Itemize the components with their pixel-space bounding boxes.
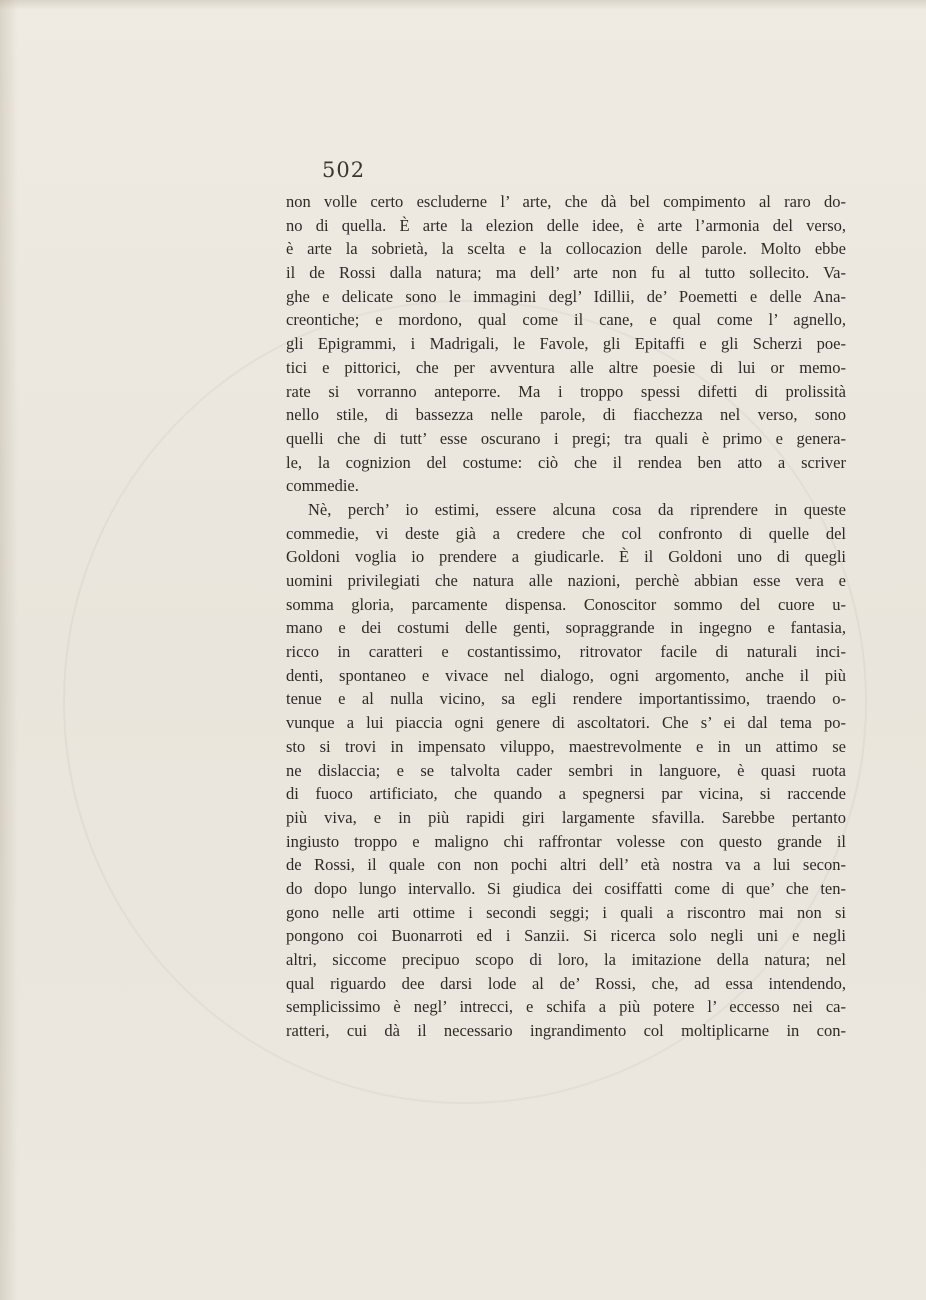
body-text: [286, 190, 846, 1043]
text-line: creontiche; e mordono, qual come il cane, e qual come l’ agnello,: [286, 310, 846, 330]
text-line: le, la cognizion del costume: ciò che il rendea ben atto a scriver: [286, 452, 846, 472]
text-line: ratteri, cui dà il necessario ingrandimento col moltiplicarne in con-: [286, 1021, 846, 1041]
text-line: nello stile, di bassezza nelle parole, di fiacchezza nel verso, sono: [286, 405, 846, 425]
text-line: di fuoco artificiato, che quando a spegnersi par vicina, si raccende: [286, 784, 846, 804]
text-line: gli Epigrammi, i Madrigali, le Favole, gli Epitaffi e gli Scherzi poe-: [286, 334, 846, 354]
text-line: tenue e al nulla vicino, sa egli rendere importantissimo, traendo o-: [286, 689, 846, 709]
text-line: Nè, perch’ io estimi, essere alcuna cosa da riprendere in queste: [308, 499, 846, 519]
page-shadow-left: [0, 0, 18, 1300]
text-line: sto si trovi in impensato viluppo, maestrevolmente e in un attimo se: [286, 736, 846, 756]
text-line: semplicissimo è negl’ intrecci, e schifa a più potere l’ eccesso nei ca-: [286, 997, 846, 1017]
text-line: do dopo lungo intervallo. Si giudica dei cosiffatti come di que’ che ten-: [286, 878, 846, 898]
text-line: commedie.: [286, 476, 359, 496]
text-line: rate si vorranno anteporre. Ma i troppo spessi difetti di prolissità: [286, 381, 846, 401]
text-line: ghe e delicate sono le immagini degl’ Idillii, de’ Poemetti e delle Ana-: [286, 286, 846, 306]
paragraph-1: [286, 190, 846, 498]
text-line: il de Rossi dalla natura; ma dell’ arte non fu al tutto sollecito. Va-: [286, 263, 846, 283]
text-line: somma gloria, parcamente dispensa. Conoscitor sommo del cuore u-: [286, 594, 846, 614]
text-line: tici e pittorici, che per avventura alle altre poesie di lui or memo-: [286, 357, 846, 377]
text-line: no di quella. È arte la elezion delle idee, è arte l’armonia del verso,: [286, 215, 846, 235]
text-line: qual riguardo dee darsi lode al de’ Rossi, che, ad essa intendendo,: [286, 973, 846, 993]
text-line: pongono coi Buonarroti ed i Sanzii. Si ricerca solo negli uni e negli: [286, 926, 846, 946]
text-line: ne dislaccia; e se talvolta cader sembri in languore, è quasi ruota: [286, 760, 846, 780]
text-line: gono nelle arti ottime i secondi seggi; i quali a riscontro mai non si: [286, 902, 846, 922]
text-line: non volle certo escluderne l’ arte, che dà bel compimento al raro do-: [286, 192, 846, 211]
page-number: 502: [322, 158, 366, 182]
text-line: vunque a lui piaccia ogni genere di ascoltatori. Che s’ ei dal tema po-: [286, 713, 846, 733]
text-line: ricco in caratteri e costantissimo, ritrovator facile di naturali inci-: [286, 642, 846, 662]
text-line: è arte la sobrietà, la scelta e la collocazion delle parole. Molto ebbe: [286, 239, 846, 259]
text-line: più viva, e in più rapidi giri largamente sfavilla. Sarebbe pertanto: [286, 807, 846, 827]
text-line: de Rossi, il quale con non pochi altri dell’ età nostra va a lui secon-: [286, 855, 846, 875]
text-line: Goldoni voglia io prendere a giudicarle. È il Goldoni uno di quegli: [286, 547, 846, 567]
text-line: altri, siccome precipuo scopo di loro, la imitazione della natura; nel: [286, 950, 846, 969]
text-line: mano e dei costumi delle genti, sopraggrande in ingegno e fantasia,: [286, 618, 846, 638]
paragraph-2: [286, 498, 846, 1043]
text-line: quelli che di tutt’ esse oscurano i pregi; tra quali è primo e genera-: [286, 428, 846, 448]
page-shadow-top: [0, 0, 926, 10]
text-line: denti, spontaneo e vivace nel dialogo, ogni argomento, anche il più: [286, 665, 846, 685]
text-line: uomini privilegiati che natura alle nazioni, perchè abbian esse vera e: [286, 571, 846, 590]
text-line: commedie, vi deste già a credere che col confronto di quelle del: [286, 523, 846, 543]
text-line: ingiusto troppo e maligno chi raffrontar volesse con questo grande il: [286, 831, 846, 851]
